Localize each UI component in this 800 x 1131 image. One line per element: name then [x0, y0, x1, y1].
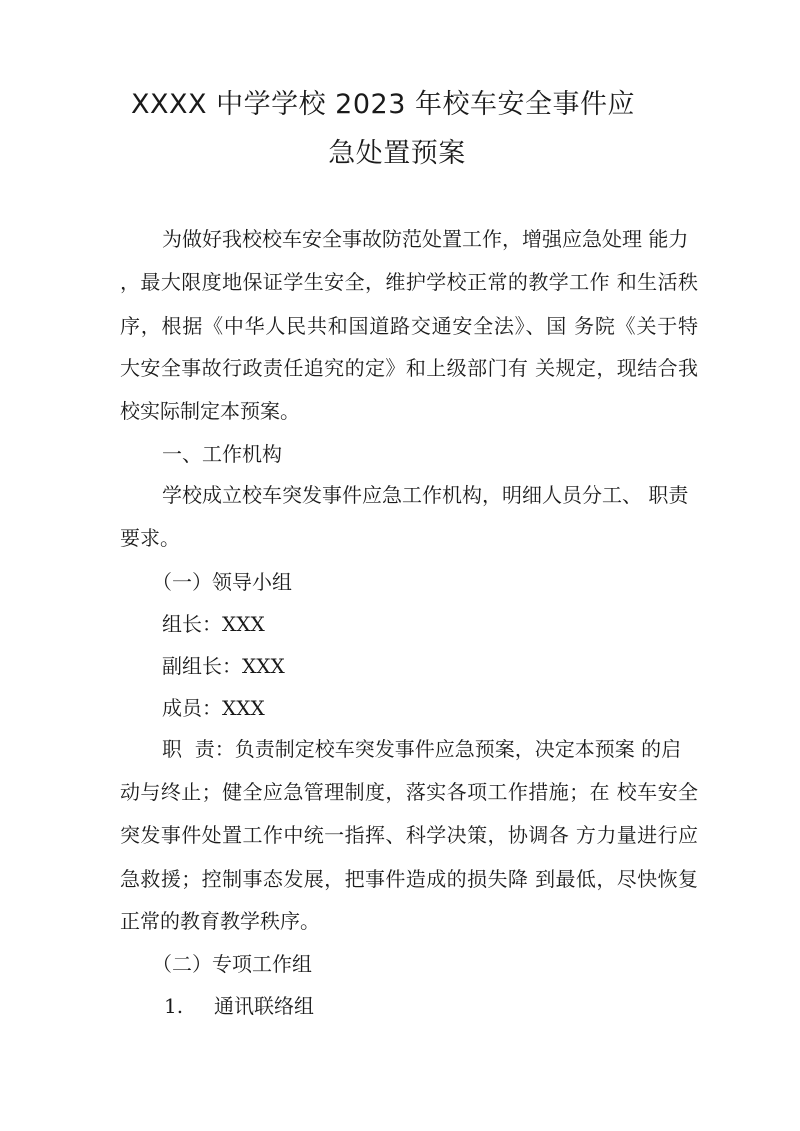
intro-line-5: 校实际制定本预案。 — [120, 399, 300, 423]
duty-line-3: 突发事件处置工作中统一指挥、科学决策，协调各 方力量进行应 — [120, 823, 698, 847]
duty-line-5: 正常的教育教学秩序。 — [120, 909, 320, 933]
members-line: 成员：XXX — [162, 696, 265, 720]
duty-line-1: 职 责：负责制定校车突发事件应急预案，决定本预案 的启 — [162, 737, 682, 761]
section-1-line-2: 要求。 — [120, 526, 180, 550]
section-1-heading: 一、工作机构 — [162, 442, 282, 466]
duty-line-2: 动与终止；健全应急管理制度，落实各项工作措施；在 校车安全 — [120, 780, 698, 804]
intro-line-3: 序，根据《中华人民共和国道路交通安全法》、国 务院《关于特 — [120, 314, 698, 338]
intro-line-4: 大安全事故行政责任追究的定》和上级部门有 关规定，现结合我 — [120, 356, 698, 380]
section-1-line-1: 学校成立校车突发事件应急工作机构，明细人员分工、 职责 — [162, 483, 689, 507]
item-1-label: 通讯联络组 — [214, 994, 314, 1018]
leader-line: 组长：XXX — [162, 612, 265, 636]
special-groups-heading: （二）专项工作组 — [152, 952, 312, 976]
document-title-line-2: 急处置预案 — [328, 138, 466, 169]
intro-line-2: ，最大限度地保证学生安全，维护学校正常的教学工作 和生活秩 — [120, 270, 698, 294]
duty-line-4: 急救援；控制事态发展，把事件造成的损失降 到最低，尽快恢复 — [120, 867, 698, 891]
deputy-leader-line: 副组长：XXX — [162, 654, 285, 678]
leadership-heading: （一）领导小组 — [152, 570, 292, 594]
document-title-line-1: XXXX 中学学校 2023 年校车安全事件应 — [131, 89, 635, 120]
intro-line-1: 为做好我校校车安全事故防范处置工作，增强应急处理 能力 — [162, 227, 689, 251]
item-1-number: 1. — [164, 994, 184, 1018]
